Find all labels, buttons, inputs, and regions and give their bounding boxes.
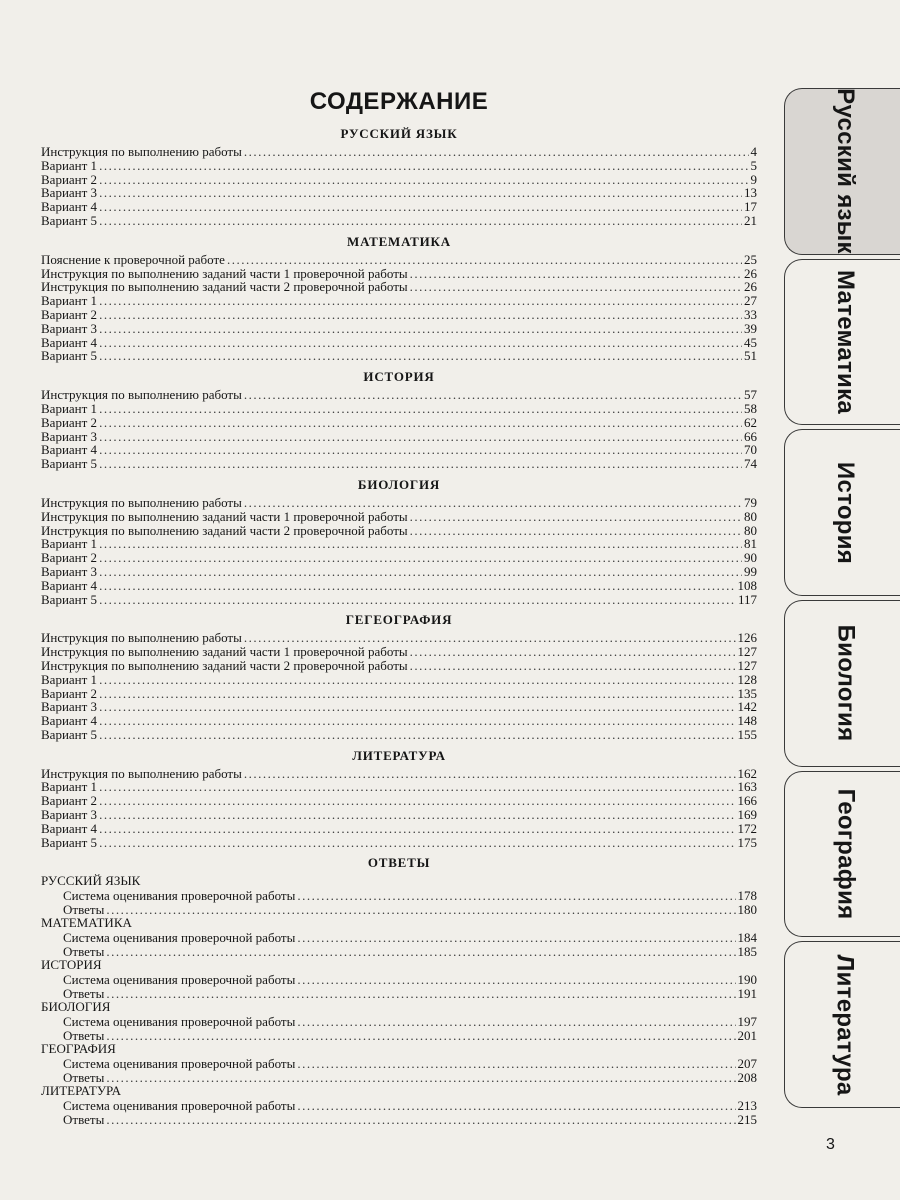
toc-entry-page: 180 [737, 901, 757, 917]
dot-leader [99, 186, 742, 200]
subject-tab-label: Математика [832, 269, 860, 415]
toc-entry[interactable] [41, 767, 757, 781]
subject-tab[interactable] [784, 600, 900, 767]
toc-entry-label: Ответы [63, 1111, 105, 1127]
toc-entry[interactable] [41, 214, 757, 228]
toc-entry-page: 207 [737, 1055, 757, 1071]
toc-entry-label: Вариант 1 [41, 400, 98, 416]
toc-entry-label: Вариант 4 [41, 577, 98, 593]
dot-leader [99, 457, 742, 471]
dot-leader [106, 945, 735, 959]
toc-entry-label: Вариант 5 [41, 456, 98, 472]
answers-group-name: МАТЕМАТИКА [41, 915, 132, 931]
toc-entry-label: Вариант 3 [41, 699, 98, 715]
toc-entry-label: Инструкция по выполнению работы [41, 630, 242, 646]
toc-entry[interactable] [41, 1057, 757, 1071]
toc-entry-page: 66 [744, 428, 757, 444]
dot-leader [410, 645, 736, 659]
toc-entry-label: Вариант 1 [41, 536, 98, 552]
toc-entry-label: Вариант 4 [41, 442, 98, 458]
section-heading: ЛИТЕРАТУРА [352, 747, 446, 763]
dot-leader [297, 973, 735, 987]
toc-entry[interactable] [41, 700, 757, 714]
toc-entry-page: 128 [737, 671, 757, 687]
toc-entry-label: Система оценивания проверочной работы [63, 887, 296, 903]
toc-entry-label: Вариант 5 [41, 726, 98, 742]
section-heading: БИОЛОГИЯ [357, 476, 441, 492]
dot-leader [99, 714, 735, 728]
toc-entry-page: 162 [737, 765, 757, 781]
toc-entry[interactable] [41, 443, 757, 457]
subject-tab[interactable] [784, 88, 900, 255]
toc-entry-label: Инструкция по выполнению работы [41, 765, 242, 781]
toc-entry[interactable] [41, 430, 757, 444]
toc-entry-page: 26 [744, 279, 757, 295]
dot-leader [297, 931, 735, 945]
toc-entry-label: Вариант 4 [41, 334, 98, 350]
toc-entry[interactable] [41, 645, 757, 659]
toc-entry-page: 117 [737, 591, 757, 607]
dot-leader [410, 524, 742, 538]
toc-entry-page: 80 [744, 508, 757, 524]
dot-leader [99, 808, 735, 822]
toc-entry-page: 169 [737, 807, 757, 823]
table-of-contents [41, 127, 757, 1126]
toc-entry-label: Вариант 2 [41, 550, 98, 566]
toc-entry-page: 197 [737, 1013, 757, 1029]
toc-entry[interactable] [41, 1113, 757, 1127]
toc-entry[interactable] [41, 945, 757, 959]
dot-leader [244, 631, 736, 645]
subject-tabs [770, 88, 900, 1112]
toc-entry-label: Вариант 3 [41, 320, 98, 336]
subject-tab[interactable] [784, 259, 900, 426]
toc-entry-label: Вариант 3 [41, 185, 98, 201]
dot-leader [99, 214, 742, 228]
toc-entry[interactable] [41, 631, 757, 645]
answers-group-name: ЛИТЕРАТУРА [41, 1083, 121, 1099]
toc-entry[interactable] [41, 687, 757, 701]
toc-entry[interactable] [41, 987, 757, 1001]
toc-entry-label: Инструкция по выполнению работы [41, 387, 242, 403]
toc-entry-page: 58 [744, 400, 757, 416]
toc-entry[interactable] [41, 336, 757, 350]
toc-entry-page: 155 [737, 726, 757, 742]
toc-entry[interactable] [41, 510, 757, 524]
toc-entry[interactable] [41, 822, 757, 836]
toc-entry[interactable] [41, 1099, 757, 1113]
toc-entry[interactable] [41, 659, 757, 673]
dot-leader [227, 253, 742, 267]
toc-entry-page: 191 [737, 985, 757, 1001]
toc-entry[interactable] [41, 836, 757, 850]
section-heading: ИСТОРИЯ [363, 369, 435, 385]
toc-entry-label: Вариант 5 [41, 591, 98, 607]
toc-entry-label: Вариант 5 [41, 212, 98, 228]
dot-leader [410, 510, 742, 524]
toc-entry-page: 62 [744, 414, 757, 430]
toc-entry[interactable] [41, 200, 757, 214]
toc-entry-label: Инструкция по выполнению заданий части 2 проверочной работы [41, 279, 408, 295]
toc-entry[interactable] [41, 780, 757, 794]
toc-entry-page: 127 [737, 644, 757, 660]
subject-tab[interactable] [784, 429, 900, 596]
section-heading: МАТЕМАТИКА [347, 233, 451, 249]
toc-entry-page: 80 [744, 522, 757, 538]
toc-entry[interactable] [41, 1071, 757, 1085]
section-heading: ГЕГЕОГРАФИЯ [345, 612, 453, 628]
toc-entry-label: Ответы [63, 1027, 105, 1043]
toc-entry[interactable] [41, 267, 757, 281]
dot-leader [99, 687, 735, 701]
dot-leader [99, 780, 735, 794]
toc-entry[interactable] [41, 159, 757, 173]
toc-entry-page: 39 [744, 320, 757, 336]
subject-tab[interactable] [784, 941, 900, 1108]
toc-entry[interactable] [41, 903, 757, 917]
toc-entry-label: Вариант 4 [41, 713, 98, 729]
toc-entry[interactable] [41, 416, 757, 430]
toc-entry[interactable] [41, 537, 757, 551]
toc-entry[interactable] [41, 794, 757, 808]
toc-entry-label: Система оценивания проверочной работы [63, 1097, 296, 1113]
toc-entry-page: 81 [744, 536, 757, 552]
toc-entry-page: 51 [744, 348, 757, 364]
toc-entry-page: 184 [737, 929, 757, 945]
dot-leader [99, 416, 742, 430]
dot-leader [99, 430, 742, 444]
toc-entry-label: Вариант 1 [41, 779, 98, 795]
dot-leader [99, 159, 748, 173]
toc-entry[interactable] [41, 931, 757, 945]
toc-entry-label: Вариант 3 [41, 563, 98, 579]
toc-entry-page: 90 [744, 550, 757, 566]
toc-entry[interactable] [41, 322, 757, 336]
dot-leader [106, 1113, 735, 1127]
toc-entry-page: 148 [737, 713, 757, 729]
toc-entry-page: 108 [737, 577, 757, 593]
toc-entry-label: Инструкция по выполнению заданий части 1 проверочной работы [41, 644, 408, 660]
toc-entry[interactable] [41, 253, 757, 267]
section-heading: РУССКИЙ ЯЗЫК [340, 126, 458, 141]
dot-leader [106, 1071, 735, 1085]
toc-entry-page: 70 [744, 442, 757, 458]
toc-entry[interactable] [41, 728, 757, 742]
toc-entry-label: Вариант 4 [41, 199, 98, 215]
toc-entry-page: 21 [744, 212, 757, 228]
dot-leader [99, 336, 742, 350]
toc-entry-label: Инструкция по выполнению заданий части 1 проверочной работы [41, 265, 408, 281]
toc-entry-label: Система оценивания проверочной работы [63, 971, 296, 987]
toc-entry-label: Ответы [63, 943, 105, 959]
toc-entry-page: 13 [744, 185, 757, 201]
toc-entry-label: Вариант 2 [41, 685, 98, 701]
dot-leader [99, 443, 742, 457]
dot-leader [99, 349, 742, 363]
toc-entry-label: Вариант 3 [41, 428, 98, 444]
subject-tab-label: География [832, 788, 860, 920]
toc-entry-page: 208 [737, 1069, 757, 1085]
toc-entry-label: Инструкция по выполнению работы [41, 144, 242, 159]
toc-entry-label: Вариант 1 [41, 671, 98, 687]
toc-entry[interactable] [41, 294, 757, 308]
toc-entry[interactable] [41, 388, 757, 402]
toc-entry-label: Ответы [63, 985, 105, 1001]
dot-leader [244, 145, 749, 159]
toc-entry-label: Инструкция по выполнению заданий части 1 проверочной работы [41, 508, 408, 524]
page-title: СОДЕРЖАНИЕ [309, 88, 489, 115]
toc-entry-label: Вариант 3 [41, 807, 98, 823]
toc-entry-page: 185 [737, 943, 757, 959]
answers-group-name: ГЕОГРАФИЯ [41, 1041, 116, 1057]
toc-entry-label: Система оценивания проверочной работы [63, 929, 296, 945]
dot-leader [410, 267, 742, 281]
dot-leader [99, 551, 742, 565]
toc-entry-page: 126 [737, 630, 757, 646]
dot-leader [99, 579, 735, 593]
toc-entry[interactable] [41, 173, 757, 187]
toc-entry-page: 178 [737, 887, 757, 903]
toc-entry-page: 4 [750, 144, 757, 159]
toc-entry-page: 57 [744, 387, 757, 403]
toc-entry[interactable] [41, 280, 757, 294]
toc-entry[interactable] [41, 579, 757, 593]
toc-entry[interactable] [41, 457, 757, 471]
toc-entry-page: 175 [737, 834, 757, 850]
toc-entry-label: Инструкция по выполнению заданий части 2 проверочной работы [41, 522, 408, 538]
dot-leader [244, 767, 736, 781]
dot-leader [99, 308, 742, 322]
dot-leader [106, 1029, 735, 1043]
toc-entry-label: Вариант 5 [41, 834, 98, 850]
toc-entry-page: 74 [744, 456, 757, 472]
dot-leader [99, 822, 735, 836]
toc-entry-page: 9 [750, 171, 757, 187]
dot-leader [297, 1057, 735, 1071]
toc-entry-page: 45 [744, 334, 757, 350]
toc-entry-page: 99 [744, 563, 757, 579]
toc-entry-page: 172 [737, 820, 757, 836]
toc-entry[interactable] [41, 524, 757, 538]
dot-leader [99, 673, 735, 687]
dot-leader [297, 1015, 735, 1029]
toc-entry-label: Вариант 5 [41, 348, 98, 364]
toc-entry[interactable] [41, 349, 757, 363]
toc-entry[interactable] [41, 808, 757, 822]
dot-leader [106, 903, 735, 917]
toc-entry-label: Вариант 2 [41, 414, 98, 430]
toc-entry-label: Ответы [63, 901, 105, 917]
toc-entry-page: 166 [737, 793, 757, 809]
toc-entry-page: 190 [737, 971, 757, 987]
answers-heading: ОТВЕТЫ [367, 855, 431, 871]
toc-entry[interactable] [41, 973, 757, 987]
toc-entry[interactable] [41, 714, 757, 728]
dot-leader [297, 889, 735, 903]
toc-entry-label: Ответы [63, 1069, 105, 1085]
dot-leader [99, 537, 742, 551]
toc-entry-page: 33 [744, 306, 757, 322]
toc-entry-label: Вариант 2 [41, 171, 98, 187]
toc-entry-label: Вариант 1 [41, 293, 98, 309]
dot-leader [297, 1099, 735, 1113]
subject-tab[interactable] [784, 771, 900, 938]
subject-tab-label: Литература [832, 954, 859, 1096]
dot-leader [99, 294, 742, 308]
answers-group-name: БИОЛОГИЯ [41, 999, 111, 1015]
toc-entry-page: 25 [744, 251, 757, 267]
dot-leader [99, 728, 735, 742]
toc-entry-label: Система оценивания проверочной работы [63, 1013, 296, 1029]
toc-entry-page: 5 [750, 157, 757, 173]
toc-entry-page: 79 [744, 494, 757, 510]
toc-entry[interactable] [41, 673, 757, 687]
subject-tab-label: Русский язык [832, 88, 859, 255]
toc-entry[interactable] [41, 889, 757, 903]
dot-leader [99, 593, 736, 607]
toc-entry[interactable] [41, 308, 757, 322]
dot-leader [410, 280, 742, 294]
toc-entry[interactable] [41, 1015, 757, 1029]
dot-leader [99, 836, 735, 850]
toc-entry-page: 135 [737, 685, 757, 701]
toc-entry-label: Система оценивания проверочной работы [63, 1055, 296, 1071]
dot-leader [99, 173, 748, 187]
dot-leader [99, 794, 735, 808]
dot-leader [244, 496, 742, 510]
toc-entry-page: 17 [744, 199, 757, 215]
toc-entry-label: Вариант 2 [41, 306, 98, 322]
page-number: 3 [826, 1136, 835, 1153]
toc-entry-page: 127 [737, 657, 757, 673]
dot-leader [99, 402, 742, 416]
answers-group-name: ИСТОРИЯ [41, 957, 102, 973]
dot-leader [410, 659, 736, 673]
toc-entry[interactable] [41, 496, 757, 510]
toc-entry-label: Инструкция по выполнению работы [41, 494, 242, 510]
dot-leader [99, 700, 735, 714]
toc-entry-label: Вариант 2 [41, 793, 98, 809]
toc-entry[interactable] [41, 1029, 757, 1043]
toc-entry[interactable] [41, 565, 757, 579]
answers-group-name: РУССКИЙ ЯЗЫК [41, 873, 141, 889]
toc-entry-page: 201 [737, 1027, 757, 1043]
dot-leader [99, 200, 742, 214]
toc-entry-label: Пояснение к проверочной работе [41, 251, 225, 267]
toc-entry[interactable] [41, 551, 757, 565]
toc-entry-page: 213 [737, 1097, 757, 1113]
dot-leader [106, 987, 735, 1001]
toc-entry-page: 215 [737, 1111, 757, 1127]
dot-leader [244, 388, 742, 402]
toc-entry-page: 26 [744, 265, 757, 281]
toc-entry-page: 163 [737, 779, 757, 795]
subject-tab-label: История [832, 461, 859, 564]
toc-entry-label: Вариант 4 [41, 820, 98, 836]
dot-leader [99, 322, 742, 336]
toc-entry[interactable] [41, 593, 757, 607]
dot-leader [99, 565, 742, 579]
toc-entry[interactable] [41, 145, 757, 159]
toc-entry[interactable] [41, 186, 757, 200]
toc-entry-page: 27 [744, 293, 757, 309]
subject-tab-label: Биология [832, 624, 859, 742]
toc-entry-page: 142 [737, 699, 757, 715]
toc-entry-label: Вариант 1 [41, 157, 98, 173]
toc-entry-label: Инструкция по выполнению заданий части 2 проверочной работы [41, 657, 408, 673]
toc-entry[interactable] [41, 402, 757, 416]
